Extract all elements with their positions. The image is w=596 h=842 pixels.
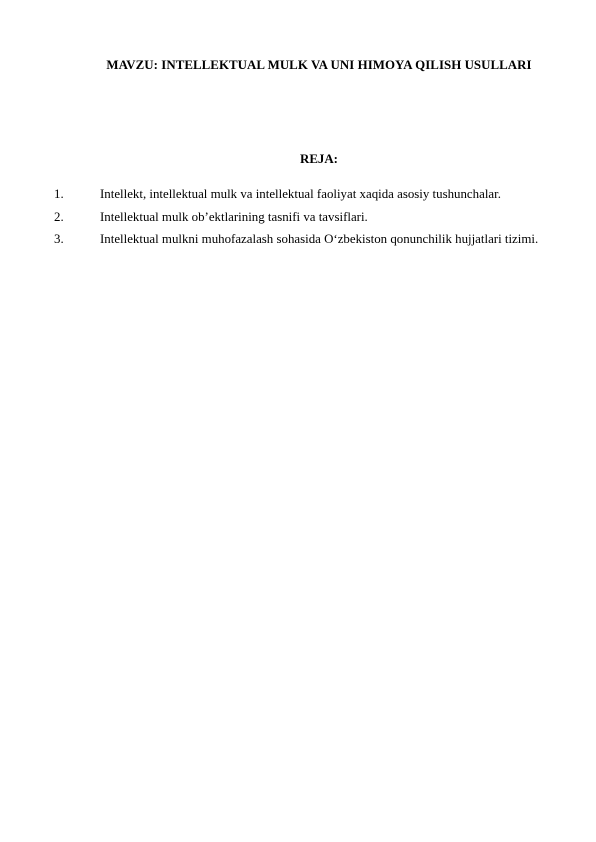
plan-item xyxy=(54,183,554,206)
document-title: MAVZU: INTELLEKTUAL MULK VA UNI HIMOYA QILISH USULLARI xyxy=(106,58,532,72)
plan-item-number: 1. xyxy=(54,187,64,201)
plan-item-text: Intellekt, intellektual mulk va intellektual faoliyat xaqida asosiy tushunchalar. xyxy=(100,187,501,201)
plan-list xyxy=(54,183,554,251)
plan-item-text: Intellektual mulkni muhofazalash sohasida O‘zbekiston qonunchilik hujjatlari tizimi. xyxy=(100,232,539,246)
plan-item-text: Intellektual mulk ob’ektlarining tasnifi va tavsiflari. xyxy=(100,209,368,224)
plan-item-number: 3. xyxy=(54,232,64,246)
plan-heading: REJA: xyxy=(300,152,338,166)
plan-item xyxy=(54,228,554,251)
plan-item-number: 2. xyxy=(54,209,64,224)
plan-item xyxy=(54,206,554,229)
